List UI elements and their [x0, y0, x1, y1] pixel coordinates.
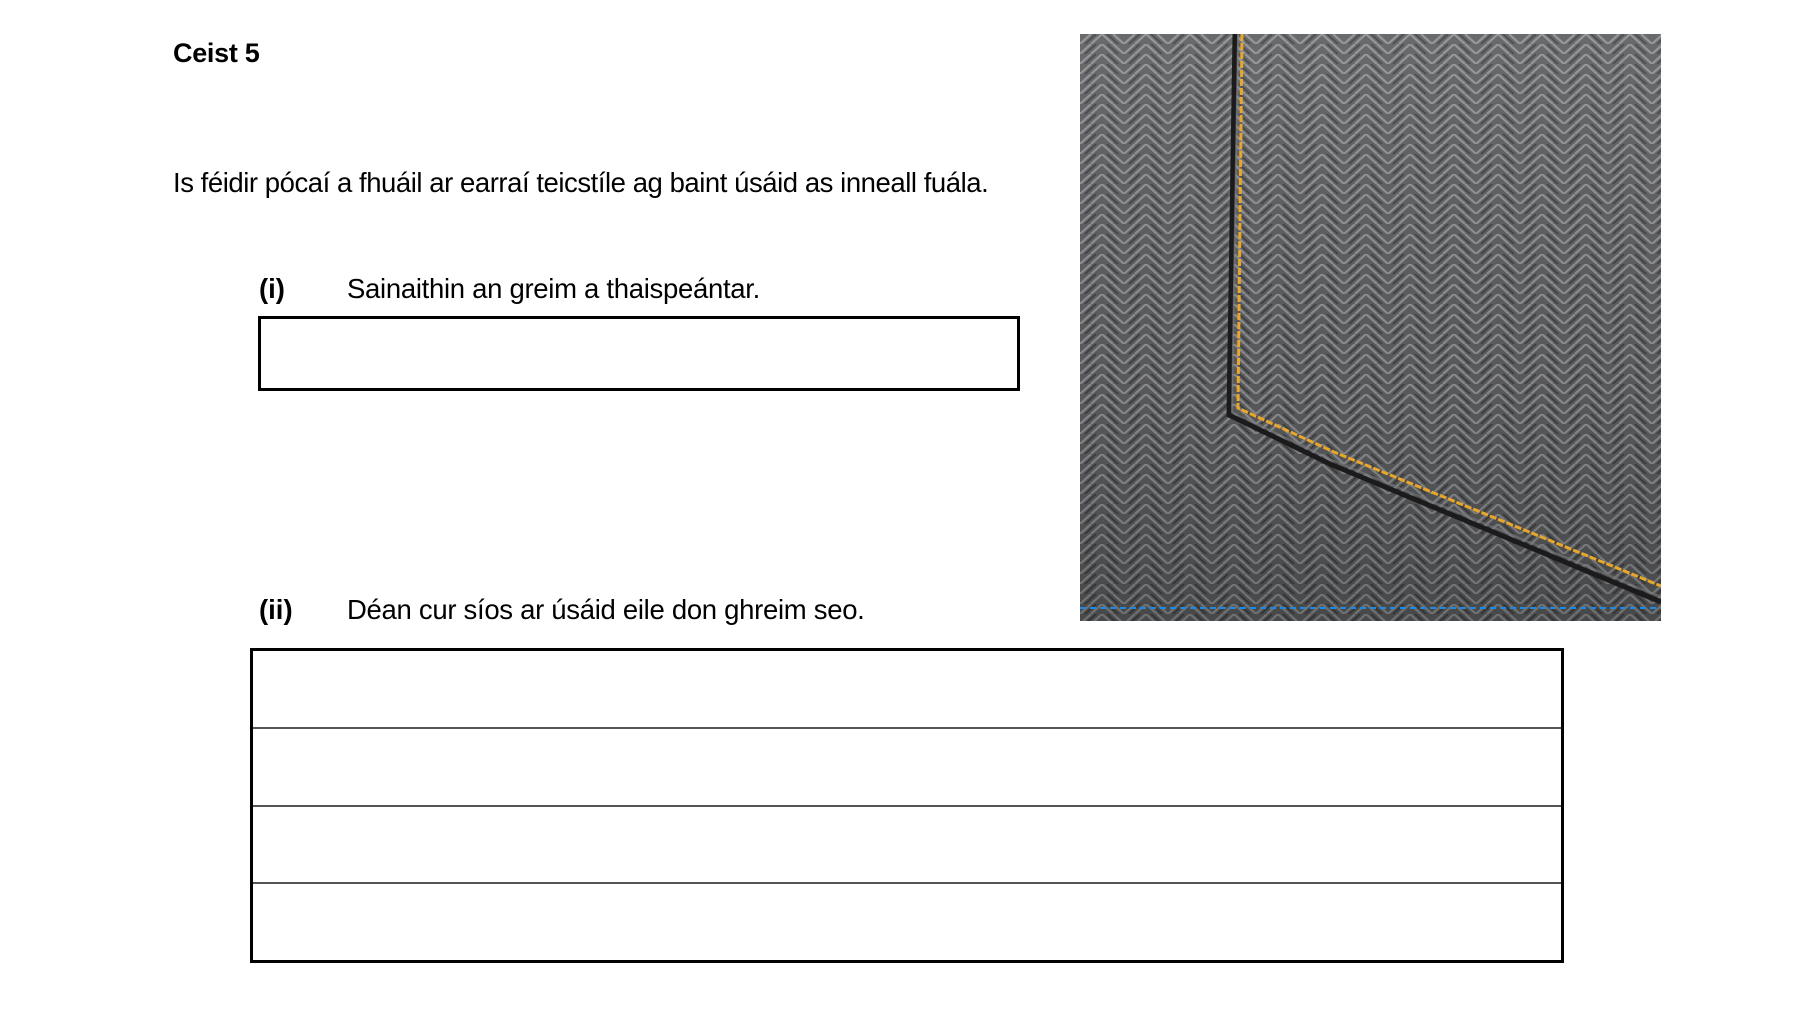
part-i-label: (i): [259, 273, 285, 304]
part-ii-text: Déan cur síos ar úsáid eile don ghreim seo.: [347, 594, 865, 625]
answer-line-2[interactable]: [253, 729, 1561, 807]
question-stem: Is féidir pócaí a fhuáil ar earraí teicstíle ag baint úsáid as inneall fuála.: [173, 167, 989, 198]
question-heading: Ceist 5: [173, 38, 260, 68]
answer-line-4[interactable]: [253, 884, 1561, 960]
answer-line-1[interactable]: [253, 651, 1561, 729]
pocket-stitch-photo: [1080, 34, 1661, 621]
part-i-answer-box[interactable]: [258, 316, 1020, 391]
answer-line-3[interactable]: [253, 807, 1561, 885]
part-ii-label: (ii): [259, 594, 293, 625]
part-i-text: Sainaithin an greim a thaispeántar.: [347, 273, 760, 304]
part-ii-answer-box: [250, 648, 1564, 963]
